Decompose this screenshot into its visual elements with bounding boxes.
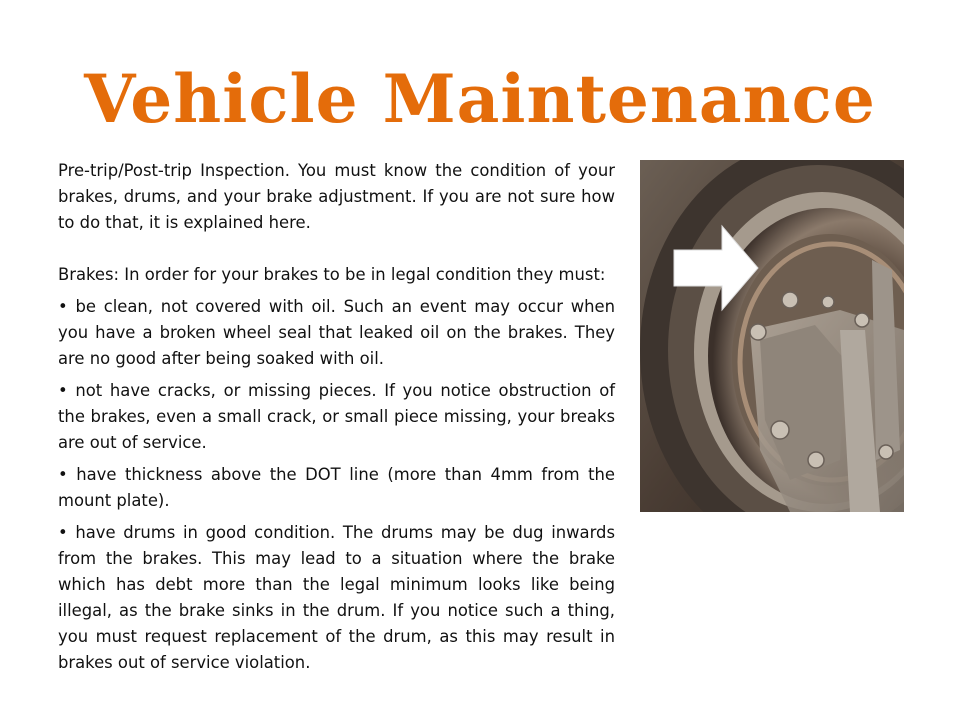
bullet-item-clean: • be clean, not covered with oil. Such an event may occur when you have a broken wheel seal that leaked oil on the brakes. They are no good after being soaked with oil. [58,297,615,368]
slide-body [58,158,615,676]
intro-paragraph: Pre-trip/Post-trip Inspection. You must know the condition of your brakes, drums, and your brake adjustment. If you are not sure how to do that, it is explained here. [58,161,615,232]
slide-title: Vehicle Maintenance [84,60,876,138]
brake-drum-photo [640,160,904,512]
bullet-item-cracks: • not have cracks, or missing pieces. If you notice obstruction of the brakes, even a small crack, or small piece missing, your breaks are out of service. [58,381,615,452]
bullet-item-thickness: • have thickness above the DOT line (more than 4mm from the mount plate). [58,465,615,510]
brakes-lead-paragraph: Brakes: In order for your brakes to be in legal condition they must: [58,265,606,284]
bullet-item-drums: • have drums in good condition. The drums may be dug inwards from the brakes. This may lead to a situation where the brake which has debt more than the legal minimum looks like being illegal, as the brake sinks in the drum. If you notice such a thing, you must request replacement of the drum, as this may result in brakes out of service violation. [58,523,615,672]
